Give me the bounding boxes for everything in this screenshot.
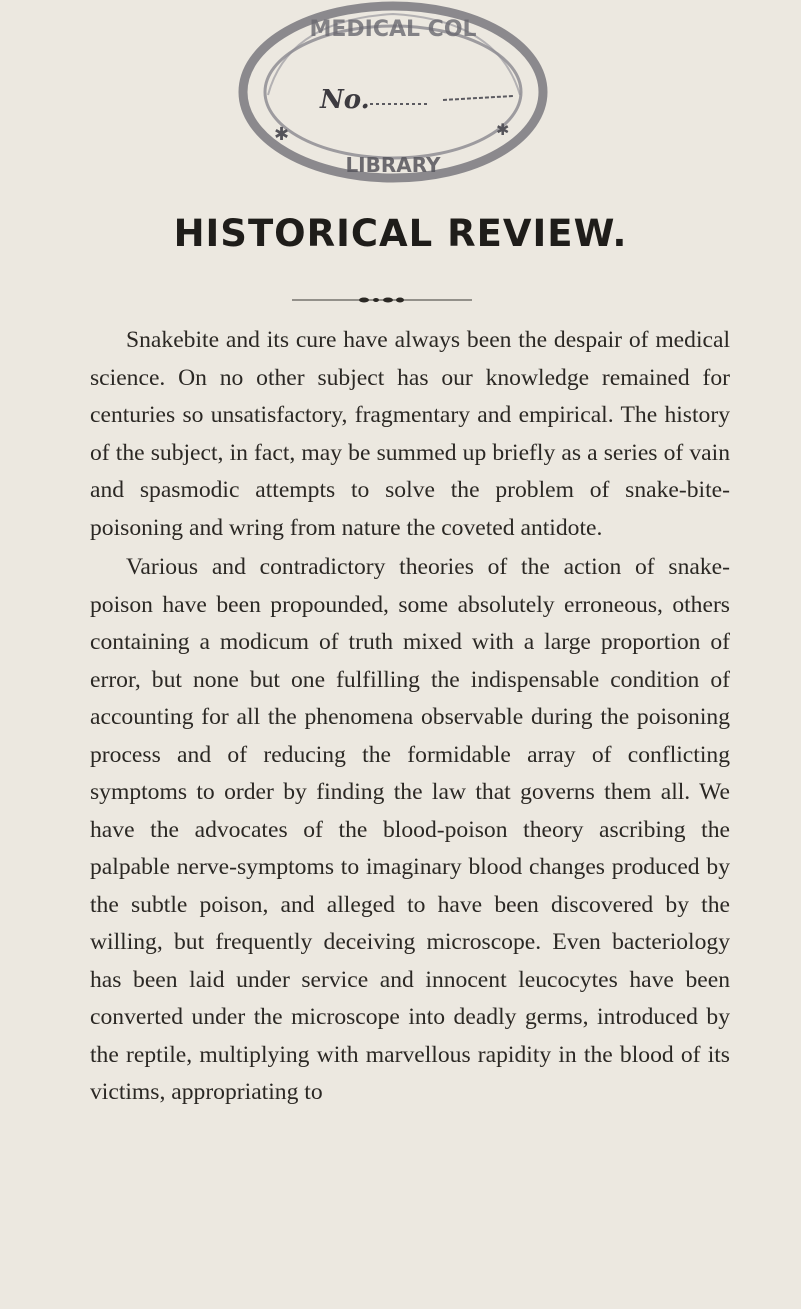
stamp-number-text: No. bbox=[320, 85, 370, 115]
star-icon: ✱ bbox=[274, 124, 290, 145]
library-stamp bbox=[228, 0, 558, 190]
ornamental-rule bbox=[292, 296, 472, 304]
page-heading: HISTORICAL REVIEW. bbox=[173, 212, 628, 255]
paragraph-2: Various and contradictory theories of the action of snake-poison have been propounded, some absolutely erroneous, others containing a modicum of truth mixed with a large proportion of error, but none but one fulfilling the indispensable condition of accounting for all the phenomena observable during the poisoning process and of reducing the formidable array of conflicting symptoms to order by finding the law that governs them all. We have the advocates of the blood-poison theory ascribing the palpable nerve-symptoms to imaginary blood changes produced by the subtle poison, and alleged to have been discovered by the willing, but frequently deceiving microscope. Even bacteriology has been laid under service and innocent leucocytes have been converted under the microscope into deadly germs, introduced by the reptile, multiplying with marvellous rapidity in the blood of its victims, appropriating to bbox=[90, 554, 730, 1105]
star-icon: ✱ bbox=[496, 120, 510, 139]
stamp-bottom-text: LIBRARY bbox=[345, 153, 441, 177]
stamp-top-text: MEDICAL COL bbox=[309, 17, 477, 42]
body-text bbox=[90, 322, 730, 1112]
library-stamp-graphic bbox=[228, 0, 558, 190]
paragraph-1: Snakebite and its cure have always been the despair of medical science. On no other subject has our knowledge remained for centuries so unsatisfactory, fragmentary and empirical. The history of the subject, in fact, may be summed up briefly as a series of vain and spasmodic attempts to solve the problem of snake-bite-poisoning and wring from nature the coveted antidote. bbox=[90, 327, 730, 541]
